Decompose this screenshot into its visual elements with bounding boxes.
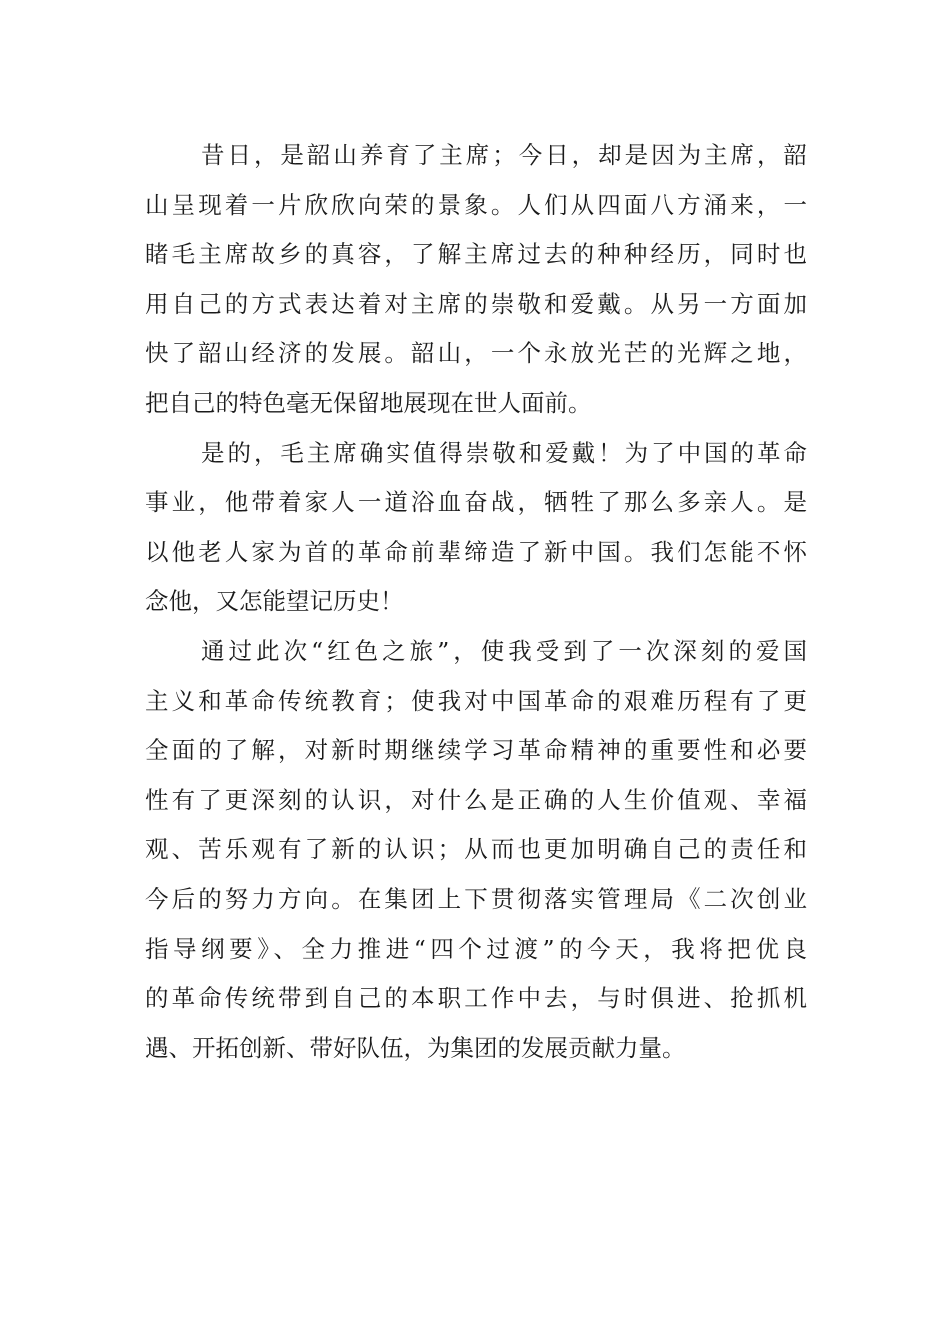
paragraph-line: 用自己的方式表达着对主席的崇敬和爱戴。从另一方面加 bbox=[145, 289, 807, 318]
paragraph-1 bbox=[145, 131, 807, 429]
paragraph-line: 指导纲要》、全力推进“四个过渡”的今天，我将把优良 bbox=[145, 934, 807, 963]
paragraph-line: 昔日，是韶山养育了主席；今日，却是因为主席，韶 bbox=[201, 141, 807, 169]
paragraph-line: 以他老人家为首的革命前辈缔造了新中国。我们怎能不怀 bbox=[145, 537, 807, 566]
paragraph-line: 主义和革命传统教育；使我对中国革命的艰难历程有了更 bbox=[145, 686, 807, 715]
paragraph-line: 的革命传统带到自己的本职工作中去，与时俱进、抢抓机 bbox=[145, 984, 807, 1013]
paragraph-line: 全面的了解，对新时期继续学习革命精神的重要性和必要 bbox=[145, 736, 807, 765]
paragraph-line: 观、苦乐观有了新的认识；从而也更加明确自己的责任和 bbox=[145, 835, 807, 864]
paragraph-line: 念他，又怎能望记历史！ bbox=[145, 587, 404, 616]
paragraph-line: 把自己的特色毫无保留地展现在世人面前。 bbox=[145, 388, 592, 417]
paragraph-line: 事业，他带着家人一道浴血奋战，牺牲了那么多亲人。是 bbox=[145, 488, 807, 517]
paragraph-line: 睹毛主席故乡的真容，了解主席过去的种种经历，同时也 bbox=[145, 240, 807, 269]
paragraph-line: 通过此次“红色之旅”，使我受到了一次深刻的爱国 bbox=[201, 636, 807, 665]
paragraph-3 bbox=[145, 627, 807, 1073]
paragraph-line: 今后的努力方向。在集团上下贯彻落实管理局《二次创业 bbox=[145, 884, 807, 913]
paragraph-line: 快了韶山经济的发展。韶山，一个永放光芒的光辉之地， bbox=[145, 339, 807, 368]
paragraph-line: 性有了更深刻的认识，对什么是正确的人生价值观、幸福 bbox=[145, 785, 807, 814]
paragraph-line: 山呈现着一片欣欣向荣的景象。人们从四面八方涌来，一 bbox=[145, 190, 807, 219]
paragraph-line: 遇、开拓创新、带好队伍，为集团的发展贡献力量。 bbox=[145, 1033, 686, 1062]
paragraph-2 bbox=[145, 429, 807, 627]
document-body bbox=[145, 131, 807, 1073]
paragraph-line: 是的，毛主席确实值得崇敬和爱戴！为了中国的革命 bbox=[201, 438, 807, 467]
